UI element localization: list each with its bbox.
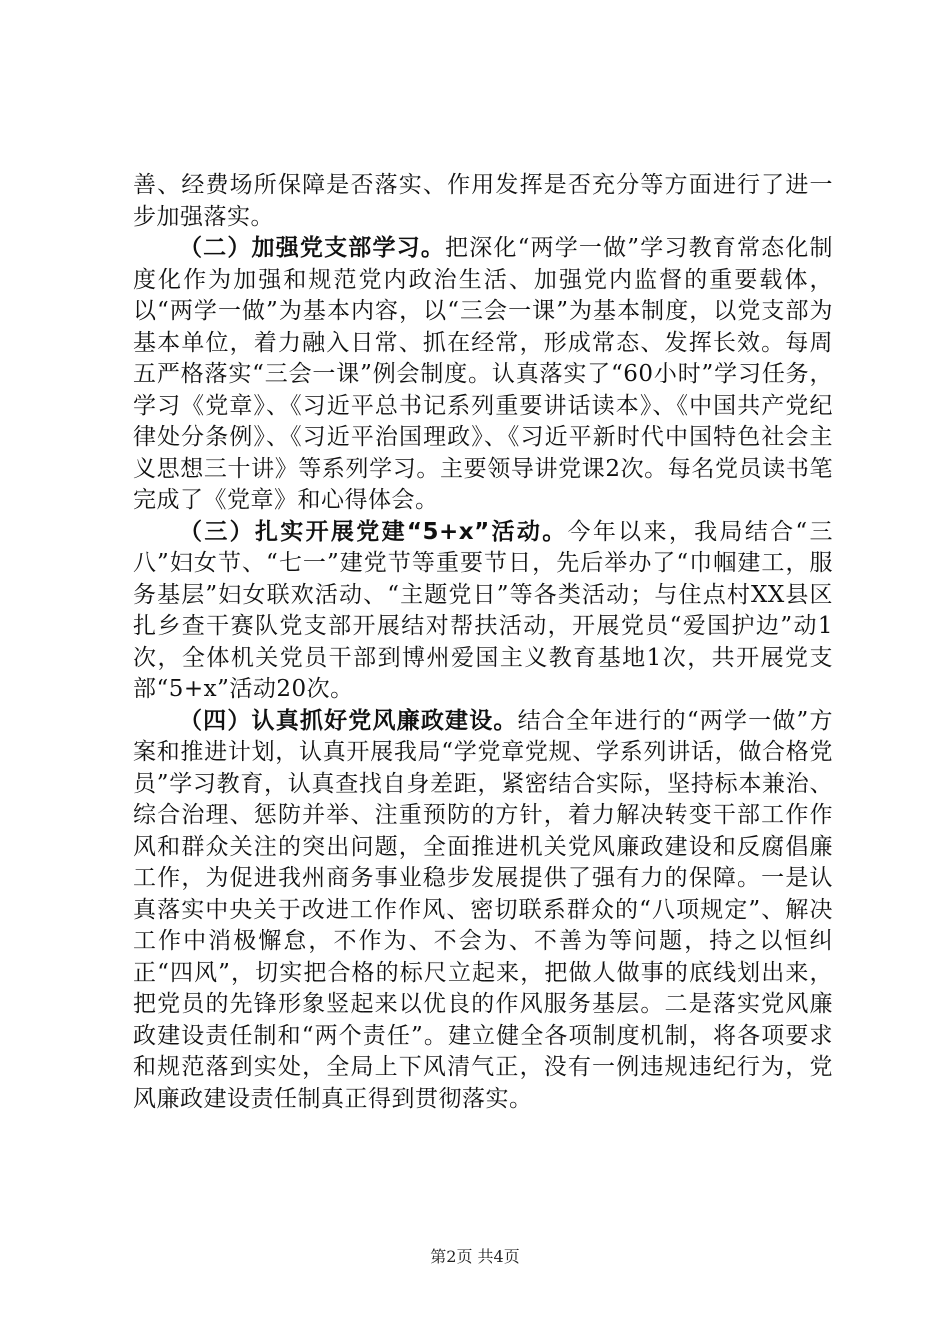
paragraph-study [133, 233, 833, 517]
paragraph-text: 善、经费场所保障是否落实、作用发挥是否充分等方面进行了进一步加强落实。 [133, 172, 833, 230]
paragraph-integrity [133, 706, 833, 1116]
section-heading-integrity: （四）认真抓好党风廉政建设。 [179, 707, 518, 734]
document-body [133, 170, 833, 1115]
paragraph-text: 结合全年进行的“两学一做”方案和推进计划，认真开展我局“学党章党规、学系列讲话，做合格党员”学习教育，认真查找自身差距，紧密结合实际，坚持标本兼治、综合治理、惩防并举、注重预防的方针，着力解决转变干部工作作风和群众关注的突出问题，全面推进机关党风廉政建设和反腐倡廉工作，为促进我州商务事业稳步发展提供了强有力的保障。一是认真落实中央关于改进工作作风、密切联系群众的“八项规定”、解决工作中消极懈怠，不作为、不会为、不善为等问题，持之以恒纠正“四风”，切实把合格的标尺立起来，把做人做事的底线划出来，把党员的先锋形象竖起来以优良的作风服务基层。二是落实党风廉政建设责任制和“两个责任”。建立健全各项制度机制，将各项要求和规范落到实处，全局上下风清气正，没有一例违规违纪行为，党风廉政建设责任制真正得到贯彻落实。 [133, 707, 833, 1112]
paragraph-text: 今年以来，我局结合“三八”妇女节、“七一”建党节等重要节日，先后举办了“巾帼建工，服务基层”妇女联欢活动、“主题党日”等各类活动；与住点村XX县区扎乡查干赛队党支部开展结对帮扶活动，开展党员“爱国护边”动1次，全体机关党员干部到博州爱国主义教育基地1次，共开展党支部“5+x”活动20次。 [133, 518, 834, 702]
section-heading-activities: （三）扎实开展党建“5+x”活动。 [179, 518, 568, 545]
paragraph-continuation [133, 170, 833, 233]
section-heading-study: （二）加强党支部学习。 [179, 235, 446, 261]
paragraph-text: 把深化“两学一做”学习教育常态化制度化作为加强和规范党内政治生活、加强党内监督的重要载体，以“两学一做”为基本内容，以“三会一课”为基本制度，以党支部为基本单位，着力融入日常、抓在经常，形成常态、发挥长效。每周五严格落实“三会一课”例会制度。认真落实了“60小时”学习任务，学习《党章》、《习近平总书记系列重要讲话读本》、《中国共产党纪律处分条例》、《习近平治国理政》、《习近平新时代中国特色社会主义思想三十讲》等系列学习。主要领导讲党课2次。每名党员读书笔完成了《党章》和心得体会。 [133, 235, 833, 513]
page-number-footer: 第2页 共4页 [430, 1247, 520, 1266]
paragraph-activities [133, 517, 833, 706]
